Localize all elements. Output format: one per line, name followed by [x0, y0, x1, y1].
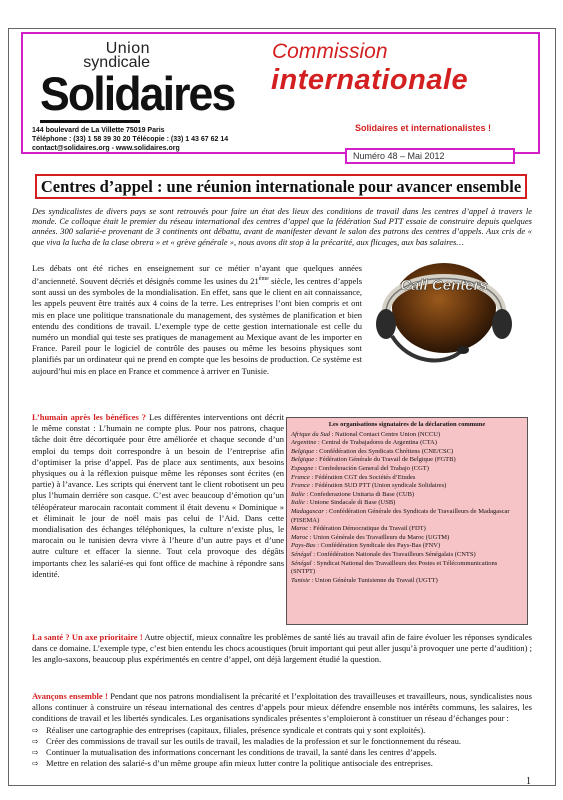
action-list: [32, 725, 532, 770]
list-item: [32, 725, 532, 736]
paragraph-together: [32, 691, 532, 769]
signatory-country: Sénégal: [291, 559, 312, 567]
call-centers-caption: Call Centers: [400, 277, 488, 294]
signatory-country: Belgique: [291, 456, 315, 464]
signatory-country: France: [291, 473, 310, 481]
ear-cup-left-icon: [376, 309, 396, 339]
signatory-org: : Confederación General del Trabajo (CGT): [313, 464, 429, 472]
address-block: [32, 126, 228, 153]
signatory-org: : Fédération Démocratique du Travail (FDT): [308, 525, 426, 533]
signatory-country: Espagne: [291, 464, 314, 472]
signatory-org: : Syndicat National des Travailleurs des Postes et Télécommunications (SNTPT): [291, 559, 498, 576]
logo-union-text: Union: [105, 40, 150, 57]
arrow-bullet-icon: ⇨: [32, 748, 39, 758]
signatory-org: : Confédération Syndicale des Pays-Bas (FNV): [315, 542, 441, 550]
signatory-item: [291, 448, 523, 457]
signatory-org: : Fédération Générale du Travail de Belgique (FGTB): [314, 456, 456, 464]
list-item-text: Continuer la mutualisation des informations concernant les conditions de travail, la santé dans les centres d’appels.: [46, 747, 437, 758]
paragraph-heading: L’humain après les bénéfices ?: [32, 412, 147, 422]
signatory-org: : Fédération SUD PTT (Union syndicale Solidaires): [309, 482, 447, 490]
signatory-country: Tunisie: [291, 576, 310, 584]
microphone-icon: [457, 346, 469, 354]
signatory-country: Argentine: [291, 439, 317, 447]
list-item-text: Mettre en relation des salarié-s d’un même groupe afin mieux lutter contre la politique antisociale des entreprises.: [46, 758, 433, 769]
signatory-item: [291, 534, 523, 543]
arrow-bullet-icon: ⇨: [32, 725, 39, 735]
paragraph-heading: Avançons ensemble !: [32, 691, 108, 701]
signatory-item: [291, 456, 523, 465]
signatory-country: Afrique du Sud: [291, 430, 330, 438]
issue-number: Numéro 48 – Mai 2012: [345, 148, 515, 164]
signatory-item: [291, 439, 523, 448]
signatory-org: : Confédération Générale des Syndicats de Travailleurs de Madagascar (FISEMA): [291, 507, 510, 524]
signatory-country: Pays-Bas: [291, 542, 316, 550]
list-item: [32, 736, 532, 747]
signatory-country: Italie: [291, 499, 305, 507]
signatory-item: [291, 465, 523, 474]
paragraph-human: [32, 412, 284, 580]
header-commission: Commission: [272, 40, 388, 63]
paragraph-text: siècle, les centres d’appels sont aussi un des symboles de la mondialisation. En effet, sans que le client en ait connaissance, les appels peuvent être traités aux 4 coins de la terre. Les entreprises l’ont bien compris et ont mis en place une politique transnationale du management, des systèmes de planification et bien entendu des conditions de travail. L’exemple type de cette gestion internationale est celle du numéro un mondial qui teste ses pratiques de management au Mexique avant de les importer en France. Pareil pour le logiciel de contrôle des pauses ou même les besoins physiques sont planifiés par un ordinateur qui ne prend en compte que les besoins de production. Ce système est aujourd’hui mis en place en France et commence à arriver en Tunisie.: [32, 276, 362, 376]
signatories-title: Les organisations signataires de la déclaration commune: [328, 421, 486, 428]
signatory-item: [291, 525, 523, 534]
signatory-item: [291, 491, 523, 500]
signatory-country: Maroc: [291, 533, 309, 541]
signatory-org: : Unione Sindacale di Base (USB): [304, 499, 396, 507]
signatory-item: [291, 542, 523, 551]
paragraph-heading: La santé ? Un axe prioritaire !: [32, 632, 143, 642]
contact-line: contact@solidaires.org - www.solidaires.org: [32, 145, 180, 152]
signatory-org: : National Contact Centre Union (NCCU): [330, 430, 441, 438]
article-intro: Des syndicalistes de divers pays se sont retrouvés pour faire un état des lieux des conditions de travail dans les centres d’appel à travers le monde. Ce colloque était le premier du réseau international des centres d’appel que la fédération Sud PTT essaie de construire depuis quelques années. 300 salarié-e provenant de 3 continents ont débattu, avant de manifester devant le salon des patrons des centres d’appels. Aux cris de « que viva la lucha de la clase obrera » et « grève générale », nous avons dit stop à la précarité, aux flicages, aux bas salaires…: [32, 206, 532, 247]
signatory-country: Italie: [291, 490, 305, 498]
phone-line: Téléphone : (33) 1 58 39 30 20 Télécopie : (33) 1 43 67 62 14: [32, 136, 229, 143]
solidaires-logo: [40, 40, 235, 125]
address-line: 144 boulevard de La Villette 75019 Paris: [32, 127, 165, 134]
signatory-item: [291, 560, 523, 577]
signatory-item: [291, 499, 523, 508]
logo-main-text: Solidaires: [40, 67, 235, 120]
superscript: ème: [258, 276, 269, 283]
arrow-bullet-icon: ⇨: [32, 759, 39, 769]
signatory-item: [291, 474, 523, 483]
paragraph-text: Pendant que nos patrons mondialisent la précarité et l’exploitation des travailleuses et travailleurs, nous, syndicalistes nous allons continuer à construire un réseau international des centres d’appels pour mieux défendre ensemble nos intérêts communs, les salaires, les conditions de travail et les libertés syndicales. Les organisations syndicales présentes s’emploieront à constituer un réseau d’échanges pour :: [32, 691, 532, 724]
signatory-org: : Confédération Nationale des Travailleurs Sénégalais (CNTS): [311, 550, 476, 558]
list-item-text: Créer des commissions de travail sur les outils de travail, les maladies de la profession et sur le fonctionnement du réseau.: [46, 735, 461, 746]
article-title: Centres d’appel : une réunion internationale pour avancer ensemble: [35, 174, 527, 199]
paragraph-text: Autre objectif, mieux connaître les problèmes de santé liés au travail afin de faire évoluer les réponses syndicales dans ce domaine. L’exemple type, c’est bien entendu les chocs acoustiques (bruit important qui peut aller jusqu’à provoquer une perte d’audition) ; les anglo-saxons, beaucoup plus expérimentés en centre d’appel, ont déjà largement étudié la question.: [32, 632, 532, 665]
signatory-country: Belgique: [291, 447, 315, 455]
call-centers-headset-illustration: [364, 246, 524, 376]
signatory-item: [291, 508, 523, 525]
signatory-country: France: [291, 482, 310, 490]
tagline: Solidaires et internationalistes !: [355, 123, 492, 133]
page-number: 1: [526, 776, 531, 787]
paragraph-debates: [32, 263, 362, 377]
paragraph-together-text: [32, 691, 532, 725]
ear-cup-right-icon: [492, 309, 512, 339]
signatory-country: Maroc: [291, 525, 309, 533]
logo-underline: [40, 120, 140, 123]
signatory-org: : Union Générale Tunisienne du Travail (UGTT): [309, 576, 438, 584]
signatory-org: : Central de Trabajadores de Argentina (CTA): [316, 439, 437, 447]
signatory-item: [291, 551, 523, 560]
signatory-country: Madagascar: [291, 507, 324, 515]
signatory-org: : Confédération des Syndicats Chrétiens (CNE/CSC): [314, 447, 454, 455]
signatory-item: [291, 431, 523, 440]
signatories-box: [286, 417, 528, 625]
signatory-org: : Fédération CGT des Sociétés d’Etudes: [309, 473, 416, 481]
paragraph-health: [32, 632, 532, 666]
logo-syndicale-text: syndicale: [83, 54, 150, 71]
list-item: [32, 758, 532, 769]
arrow-bullet-icon: ⇨: [32, 736, 39, 746]
list-item-text: Réaliser une cartographie des entreprises (capitaux, filiales, présence syndicale et contrats qui y sont exploités).: [46, 724, 426, 735]
signatory-country: Sénégal: [291, 550, 312, 558]
paragraph-text: Les débats ont été riches en enseignement sur ce métier n’ayant que quelques années d’ancienneté. Souvent décriés et désignés comme les usines du 21: [32, 263, 362, 287]
header-internationale: internationale: [271, 64, 469, 96]
signatory-item: [291, 577, 523, 586]
paragraph-text: Les différentes interventions ont décrit le même constat : L’humain ne compte plus. Pour nos patrons, chaque tâche doit être décortiquée pour être améliorée et chaque seconde d’un emploi du temps doit correspondre à un besoin de l’entreprise afin d’optimiser la prise d’appel. Pas de place aux sentiments, aux besoins physiques ou à la réflexion puisque même les réponses sont écrites (en partie) à l’avance. Les scripts qui énervent tant le client robotisent un peu plus l’humain derrière son casque. C’est avec beaucoup d’émotion qu’un téléopérateur marocain racontait comment il était devenu « Dominique » et éliminait le jour de noël mais pas celui de l’Aid. Dans cette mondialisation des échanges téléphoniques, la culture n’existe plus, le marocain ou le tunisien devra vivre à l’heure d’un autre pays et d’une autre culture et effacer la sienne. Tout cela provoque des dégâts importants chez les salarié-es qui font office de machine à répondre sans identité.: [32, 412, 284, 579]
signatory-org: : Confederazione Unitaria di Base (CUB): [304, 490, 415, 498]
signatory-org: : Union Générale des Travailleurs du Maroc (UGTM): [308, 533, 450, 541]
list-item: [32, 747, 532, 758]
signatory-item: [291, 482, 523, 491]
